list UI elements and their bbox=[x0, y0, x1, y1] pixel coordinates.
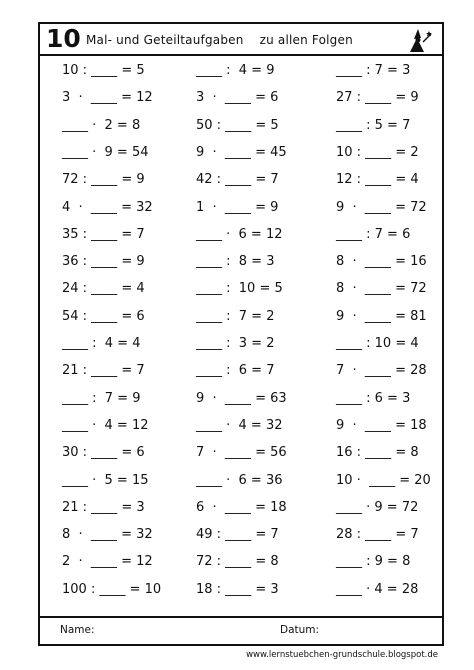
exercise-item: ____ : 9 = 8 bbox=[336, 554, 411, 570]
exercise-item: 10 : ____ = 5 bbox=[62, 63, 145, 78]
exercise-item: 36 : ____ = 9 bbox=[62, 254, 145, 270]
exercise-item: ____ : 7 = 6 bbox=[336, 226, 411, 242]
exercise-item: 49 : ____ = 7 bbox=[196, 527, 279, 543]
exercise-item: ____ : 7 = 2 bbox=[196, 308, 275, 324]
exercise-item: ____ : 3 = 2 bbox=[196, 336, 275, 351]
exercise-item: 42 : ____ = 7 bbox=[196, 172, 279, 188]
exercise-item: ____ : 5 = 7 bbox=[336, 117, 411, 133]
exercise-item: 9 · ____ = 81 bbox=[336, 308, 427, 324]
exercise-item: 24 : ____ = 4 bbox=[62, 281, 145, 297]
exercise-item: 10 · ____ = 20 bbox=[336, 472, 431, 488]
exercise-item: 6 · ____ = 18 bbox=[196, 499, 287, 515]
exercise-item: ____ · 4 = 12 bbox=[62, 417, 149, 433]
exercise-item: 7 · ____ = 56 bbox=[196, 445, 287, 461]
exercise-item: 72 : ____ = 9 bbox=[62, 172, 145, 188]
exercise-item: ____ · 6 = 36 bbox=[196, 472, 283, 488]
exercise-item: ____ : 4 = 4 bbox=[62, 336, 141, 351]
exercise-item: 27 : ____ = 9 bbox=[336, 90, 419, 106]
wizard-icon bbox=[404, 26, 434, 54]
exercise-item: 8 · ____ = 32 bbox=[62, 527, 153, 543]
exercise-item: 35 : ____ = 7 bbox=[62, 226, 145, 242]
exercise-item: 21 : ____ = 7 bbox=[62, 363, 145, 379]
exercise-item: 9 · ____ = 45 bbox=[196, 144, 287, 160]
name-label: Name: bbox=[60, 624, 95, 636]
exercise-item: ____ · 2 = 8 bbox=[62, 117, 141, 133]
exercise-item: 9 · ____ = 18 bbox=[336, 417, 427, 433]
worksheet bbox=[38, 22, 444, 646]
worksheet-title: Mal- und Geteiltaufgaben zu allen Folgen bbox=[86, 33, 353, 47]
exercise-item: ____ · 9 = 72 bbox=[336, 499, 419, 515]
worksheet-header bbox=[40, 24, 442, 56]
worksheet-footer bbox=[40, 616, 442, 644]
exercise-item: 18 : ____ = 3 bbox=[196, 581, 279, 597]
exercise-item: 2 · ____ = 12 bbox=[62, 554, 153, 570]
exercise-item: 1 · ____ = 9 bbox=[196, 199, 279, 215]
exercise-item: ____ · 5 = 15 bbox=[62, 472, 149, 488]
exercise-item: ____ : 6 = 3 bbox=[336, 390, 411, 406]
exercise-item: ____ : 8 = 3 bbox=[196, 254, 275, 270]
exercise-item: ____ : 7 = 9 bbox=[62, 390, 141, 406]
exercise-item: 16 : ____ = 8 bbox=[336, 445, 419, 461]
exercise-item: 21 : ____ = 3 bbox=[62, 499, 145, 515]
source-url: www.lernstuebchen-grundschule.blogspot.de bbox=[246, 650, 438, 660]
exercise-item: 100 : ____ = 10 bbox=[62, 581, 162, 597]
exercise-item: ____ · 4 = 28 bbox=[336, 581, 419, 597]
exercise-item: ____ : 10 = 4 bbox=[336, 336, 419, 351]
exercise-item: ____ : 7 = 3 bbox=[336, 63, 411, 78]
exercise-item: 10 : ____ = 2 bbox=[336, 144, 419, 160]
exercise-item: 54 : ____ = 6 bbox=[62, 308, 145, 324]
exercise-item: 3 · ____ = 6 bbox=[196, 90, 279, 106]
date-label: Datum: bbox=[280, 624, 320, 636]
exercise-item: ____ : 10 = 5 bbox=[196, 281, 283, 297]
exercise-item: ____ · 4 = 32 bbox=[196, 417, 283, 433]
exercise-item: 7 · ____ = 28 bbox=[336, 363, 427, 379]
exercise-item: 50 : ____ = 5 bbox=[196, 117, 279, 133]
exercise-item: ____ : 6 = 7 bbox=[196, 363, 275, 379]
exercise-item: 30 : ____ = 6 bbox=[62, 445, 145, 461]
exercise-item: ____ · 9 = 54 bbox=[62, 144, 149, 160]
exercise-item: 3 · ____ = 12 bbox=[62, 90, 153, 106]
exercise-item: 4 · ____ = 32 bbox=[62, 199, 153, 215]
exercise-item: ____ · 6 = 12 bbox=[196, 226, 283, 242]
worksheet-number: 10 bbox=[46, 24, 81, 53]
exercise-item: 8 · ____ = 72 bbox=[336, 281, 427, 297]
exercise-item: 8 · ____ = 16 bbox=[336, 254, 427, 270]
exercise-item: 72 : ____ = 8 bbox=[196, 554, 279, 570]
exercise-item: 12 : ____ = 4 bbox=[336, 172, 419, 188]
exercise-item: 28 : ____ = 7 bbox=[336, 527, 419, 543]
exercise-item: 9 · ____ = 63 bbox=[196, 390, 287, 406]
exercise-item: 9 · ____ = 72 bbox=[336, 199, 427, 215]
exercise-item: ____ : 4 = 9 bbox=[196, 63, 275, 78]
